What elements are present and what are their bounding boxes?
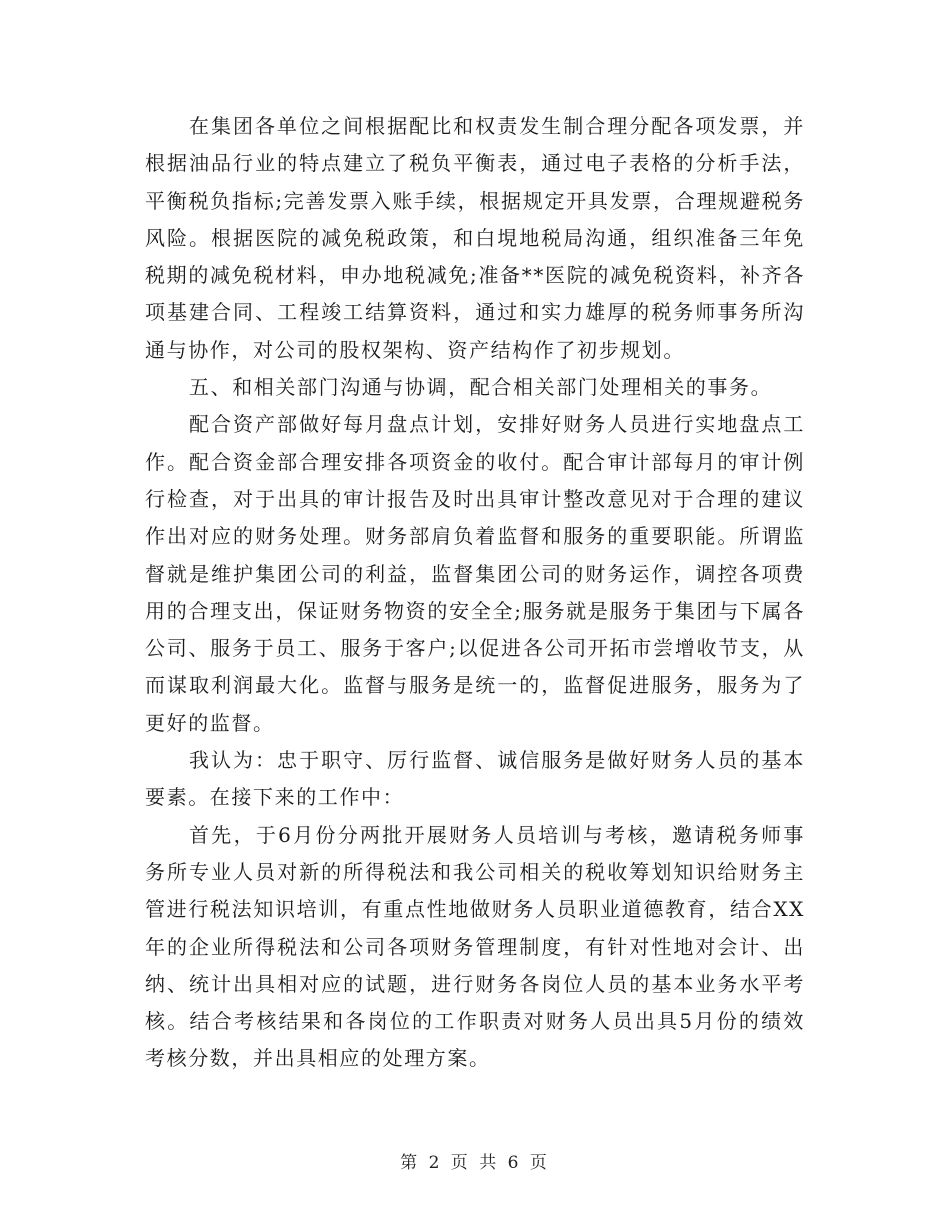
paragraph-opinion: 我认为：忠于职守、厉行监督、诚信服务是做好财务人员的基本要素。在接下来的工作中： bbox=[145, 748, 805, 810]
paragraph-section-five-heading: 五、和相关部门沟通与协调，配合相关部门处理相关的事务。 bbox=[189, 375, 773, 400]
page-number-footer: 第 2 页 共 6 页 bbox=[400, 1153, 550, 1173]
document-body bbox=[145, 108, 805, 1078]
paragraph-invoice-tax: 在集团各单位之间根据配比和权责发生制合理分配各项发票，并根据油品行业的特点建立了税负平衡表，通过电子表格的分析手法，平衡税负指标;完善发票入账手续，根据规定开具发票，合理规避税务风险。根据医院的减免税政策，和白垷地税局沟通，组织准备三年免税期的减免税材料，申办地税减免;准备**医院的减免税资料，补齐各项基建合同、工程竣工结算资料，通过和实力雄厚的税务师事务所沟通与协作，对公司的股权架构、资产结构作了初步规划。 bbox=[145, 114, 806, 362]
paragraph-training-plan: 首先，于6月份分两批开展财务人员培训与考核，邀请税务师事务所专业人员对新的所得税法和我公司相关的税收筹划知识给财务主管进行税法知识培训，有重点性地做财务人员职业道德教育，结合XX年的企业所得税法和公司各项财务管理制度，有针对性地对会计、出纳、统计出具相对应的试题，进行财务各岗位人员的基本业务水平考核。结合考核结果和各岗位的工作职责对财务人员出具5月份的绩效考核分数，并出具相应的处理方案。 bbox=[145, 822, 805, 1071]
paragraph-department-coordination: 配合资产部做好每月盘点计划，安排好财务人员进行实地盘点工作。配合资金部合理安排各项资金的收付。配合审计部每月的审计例行检查，对于出具的审计报告及时出具审计整改意见对于合理的建议作出对应的财务处理。财务部肩负着监督和服务的重要职能。所谓监督就是维护集团公司的利益，监督集团公司的财务运作，调控各项费用的合理支出，保证财务物资的安全全;服务就是服务于集团与下属各公司、服务于员工、服务于客户;以促进各公司开拓市尝增收节支，从而谋取利润最大化。监督与服务是统一的，监督促进服务，服务为了更好的监督。 bbox=[145, 412, 805, 735]
